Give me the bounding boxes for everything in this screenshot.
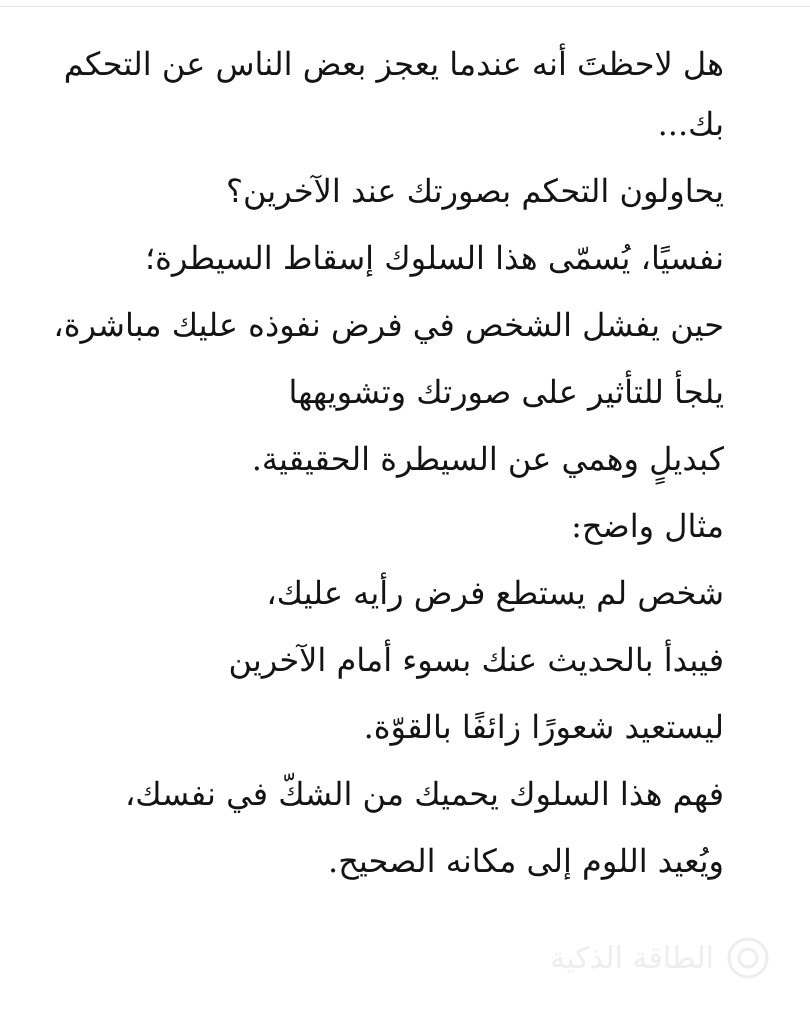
text-line: بك... xyxy=(657,105,724,143)
watermark-text: الطاقة الذكية xyxy=(550,940,714,976)
text-line: ليستعيد شعورًا زائفًا بالقوّة. xyxy=(363,708,724,746)
text-line: يلجأ للتأثير على صورتك وتشويهها xyxy=(288,373,724,411)
text-line: ويُعيد اللوم إلى مكانه الصحيح. xyxy=(328,842,724,880)
watermark-logo-icon xyxy=(726,936,770,980)
text-line: حين يفشل الشخص في فرض نفوذه عليك مباشرة، xyxy=(53,306,724,344)
watermark xyxy=(490,928,770,988)
text-line: كبديلٍ وهمي عن السيطرة الحقيقية. xyxy=(251,440,724,478)
text-line: فيبدأ بالحديث عنك بسوء أمام الآخرين xyxy=(228,641,724,679)
text-line: شخص لم يستطع فرض رأيه عليك، xyxy=(266,574,724,612)
text-line: يحاولون التحكم بصورتك عند الآخرين؟ xyxy=(225,172,724,210)
text-line: هل لاحظتَ أنه عندما يعجز بعض الناس عن التحكم xyxy=(63,45,724,83)
text-line: فهم هذا السلوك يحميك من الشكّ في نفسك، xyxy=(124,775,724,813)
top-border xyxy=(0,0,810,7)
text-line: نفسيًا، يُسمّى هذا السلوك إسقاط السيطرة؛ xyxy=(144,239,724,277)
post-text xyxy=(53,36,724,900)
text-line: مثال واضح: xyxy=(571,507,724,545)
